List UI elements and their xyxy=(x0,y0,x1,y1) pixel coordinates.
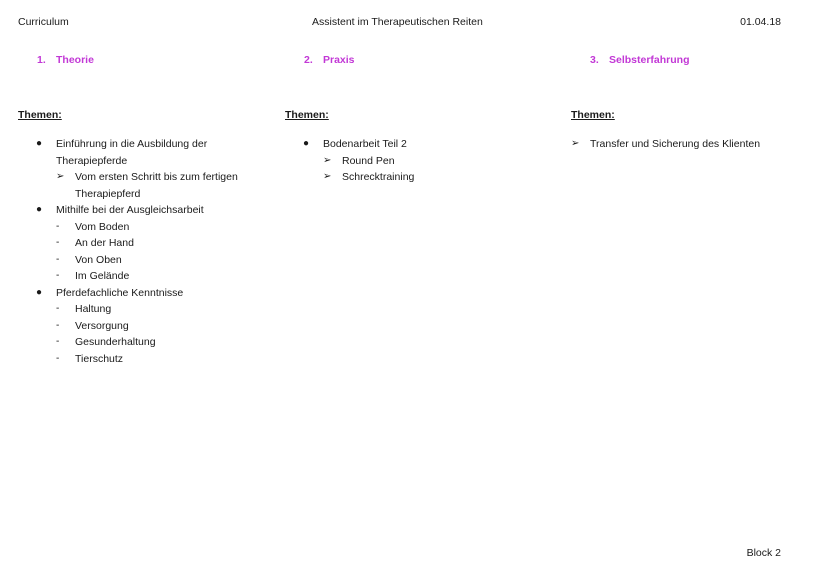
list-item xyxy=(18,301,268,318)
list-item xyxy=(18,318,268,335)
list-item-text: Bodenarbeit Teil 2 xyxy=(323,138,407,150)
topic-list xyxy=(571,136,814,153)
list-item-text: An der Hand xyxy=(75,237,134,249)
list-item-text: Tierschutz xyxy=(75,352,124,365)
list-item xyxy=(18,219,268,236)
list-item-text: Round Pen xyxy=(342,154,395,167)
footer-block-label: Block 2 xyxy=(746,547,781,559)
list-item xyxy=(571,136,814,153)
section-title-text: Theorie xyxy=(56,54,94,66)
bullet-icon: ● xyxy=(36,204,43,215)
section-title-text: Selbsterfahrung xyxy=(609,54,690,66)
dash-bullet-icon: - xyxy=(56,303,60,314)
list-item xyxy=(18,268,268,285)
themen-heading: Themen: xyxy=(285,109,329,121)
dash-bullet-icon: - xyxy=(56,220,60,232)
list-item xyxy=(18,202,268,219)
dash-bullet-icon: - xyxy=(56,336,60,347)
list-item xyxy=(18,334,268,351)
column-theorie xyxy=(18,54,268,367)
arrow-bullet-icon: ➢ xyxy=(323,154,332,166)
dash-bullet-icon: - xyxy=(56,253,60,265)
section-number: 3. xyxy=(590,54,599,66)
list-item-text: Schrecktraining xyxy=(342,171,415,183)
section-title-theorie xyxy=(18,54,268,68)
topic-list xyxy=(285,136,535,186)
list-item-text: Gesunderhaltung xyxy=(75,336,156,348)
dash-bullet-icon: - xyxy=(56,237,60,248)
header-date: 01.04.18 xyxy=(740,16,781,28)
list-item xyxy=(18,169,268,202)
section-number: 2. xyxy=(304,54,313,66)
list-item-text: Einführung in die Ausbildung der Therapiepferde xyxy=(56,138,208,167)
dash-bullet-icon: - xyxy=(56,270,60,281)
bullet-icon: ● xyxy=(303,138,310,149)
themen-heading: Themen: xyxy=(571,109,615,121)
section-number: 1. xyxy=(37,54,46,66)
arrow-bullet-icon: ➢ xyxy=(571,138,580,149)
list-item xyxy=(285,136,535,153)
list-item xyxy=(18,235,268,252)
arrow-bullet-icon: ➢ xyxy=(56,171,65,182)
list-item-text: Im Gelände xyxy=(75,270,130,282)
list-item xyxy=(285,153,535,170)
list-item-text: Mithilfe bei der Ausgleichsarbeit xyxy=(56,204,204,216)
section-title-praxis xyxy=(285,54,535,68)
list-item-text: Von Oben xyxy=(75,253,122,266)
list-item xyxy=(18,252,268,269)
bullet-icon: ● xyxy=(36,138,43,149)
topic-list xyxy=(18,136,268,367)
list-item-text: Transfer und Sicherung des Klienten xyxy=(590,138,761,150)
list-item-text: Versorgung xyxy=(75,319,129,332)
list-item-text: Haltung xyxy=(75,303,112,315)
list-item-text: Vom ersten Schritt bis zum fertigen Therapiepferd xyxy=(75,171,238,200)
header-left: Curriculum xyxy=(18,16,69,28)
section-title-selbsterfahrung xyxy=(571,54,814,68)
header-center-title: Assistent im Therapeutischen Reiten xyxy=(312,16,483,28)
list-item xyxy=(18,136,268,169)
section-title-text: Praxis xyxy=(323,54,355,66)
bullet-icon: ● xyxy=(36,286,43,298)
arrow-bullet-icon: ➢ xyxy=(323,171,332,182)
list-item-text: Vom Boden xyxy=(75,220,130,233)
list-item xyxy=(285,169,535,186)
list-item xyxy=(18,351,268,368)
dash-bullet-icon: - xyxy=(56,319,60,331)
themen-heading: Themen: xyxy=(18,109,62,121)
list-item xyxy=(18,285,268,302)
list-item-text: Pferdefachliche Kenntnisse xyxy=(56,286,184,299)
dash-bullet-icon: - xyxy=(56,352,60,364)
column-selbsterfahrung xyxy=(571,54,814,153)
column-praxis xyxy=(285,54,535,186)
